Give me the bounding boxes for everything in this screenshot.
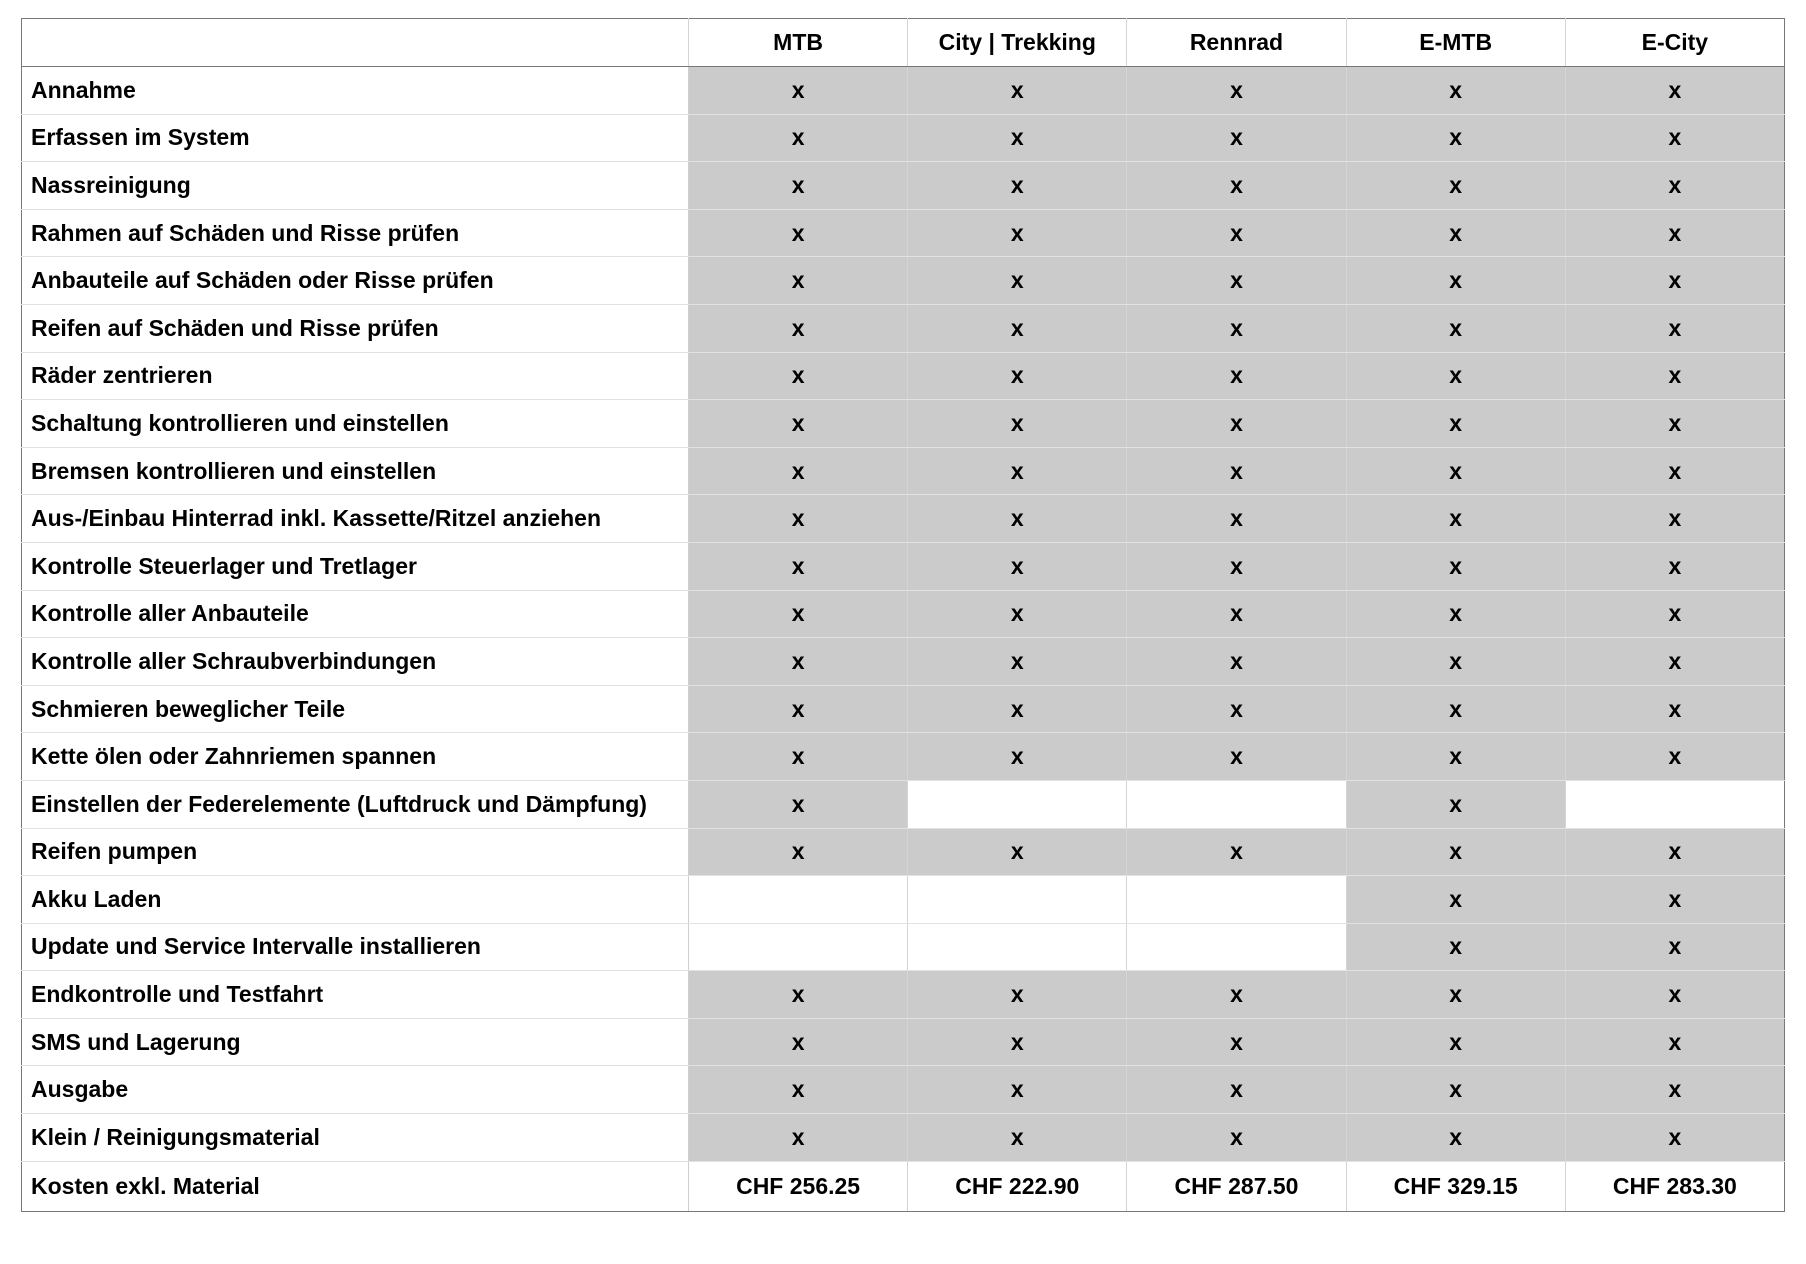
included-cell: x xyxy=(1346,257,1565,305)
row-label: Kette ölen oder Zahnriemen spannen xyxy=(22,733,689,781)
included-cell: x xyxy=(689,209,908,257)
column-header: E-MTB xyxy=(1346,19,1565,67)
row-label: Update und Service Intervalle installieren xyxy=(22,923,689,971)
cost-label: Kosten exkl. Material xyxy=(22,1161,689,1211)
included-cell: x xyxy=(1565,257,1784,305)
cost-row xyxy=(22,1161,1785,1211)
included-cell: x xyxy=(689,67,908,115)
included-cell: x xyxy=(689,638,908,686)
included-cell: x xyxy=(1565,876,1784,924)
included-cell: x xyxy=(1346,495,1565,543)
included-cell: x xyxy=(1127,685,1346,733)
empty-cell xyxy=(1127,923,1346,971)
included-cell: x xyxy=(1565,1018,1784,1066)
column-header: MTB xyxy=(689,19,908,67)
included-cell: x xyxy=(908,114,1127,162)
included-cell: x xyxy=(1127,1018,1346,1066)
table-row xyxy=(22,304,1785,352)
included-cell: x xyxy=(689,685,908,733)
table-row xyxy=(22,780,1785,828)
included-cell: x xyxy=(1346,828,1565,876)
included-cell: x xyxy=(1346,542,1565,590)
included-cell: x xyxy=(1127,209,1346,257)
included-cell: x xyxy=(1346,352,1565,400)
included-cell: x xyxy=(689,542,908,590)
included-cell: x xyxy=(689,257,908,305)
row-label: Schmieren beweglicher Teile xyxy=(22,685,689,733)
included-cell: x xyxy=(1565,209,1784,257)
included-cell: x xyxy=(1565,447,1784,495)
included-cell: x xyxy=(1127,542,1346,590)
included-cell: x xyxy=(1127,352,1346,400)
row-label: Räder zentrieren xyxy=(22,352,689,400)
included-cell: x xyxy=(689,1066,908,1114)
included-cell: x xyxy=(1565,542,1784,590)
included-cell: x xyxy=(689,780,908,828)
row-label: Klein / Reinigungsmaterial xyxy=(22,1114,689,1162)
included-cell: x xyxy=(1346,638,1565,686)
cost-value: CHF 287.50 xyxy=(1127,1161,1346,1211)
table-row xyxy=(22,495,1785,543)
included-cell: x xyxy=(689,400,908,448)
included-cell: x xyxy=(1565,638,1784,686)
included-cell: x xyxy=(1565,923,1784,971)
table-row xyxy=(22,1114,1785,1162)
included-cell: x xyxy=(1565,590,1784,638)
included-cell: x xyxy=(1127,1114,1346,1162)
table-row xyxy=(22,971,1785,1019)
included-cell: x xyxy=(1346,733,1565,781)
included-cell: x xyxy=(1346,209,1565,257)
included-cell: x xyxy=(1565,685,1784,733)
included-cell: x xyxy=(689,971,908,1019)
included-cell: x xyxy=(689,304,908,352)
included-cell: x xyxy=(1127,971,1346,1019)
table-row xyxy=(22,209,1785,257)
included-cell: x xyxy=(1127,257,1346,305)
included-cell: x xyxy=(1346,114,1565,162)
included-cell: x xyxy=(689,1018,908,1066)
row-label: Einstellen der Federelemente (Luftdruck und Dämpfung) xyxy=(22,780,689,828)
included-cell: x xyxy=(1127,638,1346,686)
included-cell: x xyxy=(1127,400,1346,448)
service-comparison-table xyxy=(21,18,1785,1212)
table-row xyxy=(22,590,1785,638)
row-label: Kontrolle Steuerlager und Tretlager xyxy=(22,542,689,590)
column-header: City | Trekking xyxy=(908,19,1127,67)
empty-cell xyxy=(1565,780,1784,828)
table-row xyxy=(22,1018,1785,1066)
table-row xyxy=(22,67,1785,115)
included-cell: x xyxy=(1127,495,1346,543)
included-cell: x xyxy=(1565,1114,1784,1162)
included-cell: x xyxy=(908,257,1127,305)
header-row xyxy=(22,19,1785,67)
included-cell: x xyxy=(908,828,1127,876)
included-cell: x xyxy=(1346,923,1565,971)
included-cell: x xyxy=(908,162,1127,210)
included-cell: x xyxy=(1346,876,1565,924)
included-cell: x xyxy=(1565,352,1784,400)
included-cell: x xyxy=(1127,114,1346,162)
included-cell: x xyxy=(1127,67,1346,115)
included-cell: x xyxy=(1127,590,1346,638)
included-cell: x xyxy=(1565,114,1784,162)
row-label: Bremsen kontrollieren und einstellen xyxy=(22,447,689,495)
included-cell: x xyxy=(1127,447,1346,495)
included-cell: x xyxy=(689,733,908,781)
table-row xyxy=(22,923,1785,971)
table-row xyxy=(22,114,1785,162)
cost-value: CHF 256.25 xyxy=(689,1161,908,1211)
included-cell: x xyxy=(1346,780,1565,828)
table-body xyxy=(22,67,1785,1212)
included-cell: x xyxy=(1346,1114,1565,1162)
cost-value: CHF 329.15 xyxy=(1346,1161,1565,1211)
included-cell: x xyxy=(689,352,908,400)
included-cell: x xyxy=(1346,162,1565,210)
row-label: Ausgabe xyxy=(22,1066,689,1114)
included-cell: x xyxy=(908,352,1127,400)
included-cell: x xyxy=(1565,971,1784,1019)
row-label: Schaltung kontrollieren und einstellen xyxy=(22,400,689,448)
table-row xyxy=(22,733,1785,781)
table-row xyxy=(22,352,1785,400)
row-label: Kontrolle aller Anbauteile xyxy=(22,590,689,638)
included-cell: x xyxy=(1346,304,1565,352)
table-row xyxy=(22,400,1785,448)
row-label: Reifen auf Schäden und Risse prüfen xyxy=(22,304,689,352)
included-cell: x xyxy=(689,828,908,876)
row-label: Erfassen im System xyxy=(22,114,689,162)
table-row xyxy=(22,685,1785,733)
header-corner xyxy=(22,19,689,67)
included-cell: x xyxy=(1565,828,1784,876)
included-cell: x xyxy=(1127,828,1346,876)
empty-cell xyxy=(908,923,1127,971)
included-cell: x xyxy=(908,542,1127,590)
table-row xyxy=(22,447,1785,495)
row-label: SMS und Lagerung xyxy=(22,1018,689,1066)
row-label: Kontrolle aller Schraubverbindungen xyxy=(22,638,689,686)
included-cell: x xyxy=(1346,590,1565,638)
included-cell: x xyxy=(1346,1018,1565,1066)
included-cell: x xyxy=(1565,1066,1784,1114)
included-cell: x xyxy=(1127,1066,1346,1114)
row-label: Akku Laden xyxy=(22,876,689,924)
empty-cell xyxy=(689,876,908,924)
row-label: Nassreinigung xyxy=(22,162,689,210)
included-cell: x xyxy=(908,1114,1127,1162)
included-cell: x xyxy=(1346,971,1565,1019)
included-cell: x xyxy=(689,590,908,638)
table-row xyxy=(22,1066,1785,1114)
included-cell: x xyxy=(1565,400,1784,448)
cost-value: CHF 222.90 xyxy=(908,1161,1127,1211)
table-row xyxy=(22,542,1785,590)
included-cell: x xyxy=(908,1066,1127,1114)
included-cell: x xyxy=(689,447,908,495)
empty-cell xyxy=(1127,876,1346,924)
included-cell: x xyxy=(908,400,1127,448)
included-cell: x xyxy=(1565,304,1784,352)
included-cell: x xyxy=(1127,733,1346,781)
column-header: E-City xyxy=(1565,19,1784,67)
table-row xyxy=(22,162,1785,210)
empty-cell xyxy=(1127,780,1346,828)
table-row xyxy=(22,828,1785,876)
included-cell: x xyxy=(908,447,1127,495)
included-cell: x xyxy=(689,162,908,210)
included-cell: x xyxy=(1346,67,1565,115)
row-label: Reifen pumpen xyxy=(22,828,689,876)
row-label: Endkontrolle und Testfahrt xyxy=(22,971,689,1019)
table-row xyxy=(22,876,1785,924)
included-cell: x xyxy=(908,733,1127,781)
included-cell: x xyxy=(908,67,1127,115)
cost-value: CHF 283.30 xyxy=(1565,1161,1784,1211)
included-cell: x xyxy=(1565,162,1784,210)
included-cell: x xyxy=(1346,447,1565,495)
included-cell: x xyxy=(908,1018,1127,1066)
included-cell: x xyxy=(689,495,908,543)
included-cell: x xyxy=(908,971,1127,1019)
row-label: Aus-/Einbau Hinterrad inkl. Kassette/Ritzel anziehen xyxy=(22,495,689,543)
table-row xyxy=(22,257,1785,305)
included-cell: x xyxy=(1127,304,1346,352)
row-label: Anbauteile auf Schäden oder Risse prüfen xyxy=(22,257,689,305)
included-cell: x xyxy=(908,304,1127,352)
included-cell: x xyxy=(689,114,908,162)
empty-cell xyxy=(908,780,1127,828)
row-label: Annahme xyxy=(22,67,689,115)
included-cell: x xyxy=(908,590,1127,638)
included-cell: x xyxy=(689,1114,908,1162)
empty-cell xyxy=(908,876,1127,924)
included-cell: x xyxy=(1565,495,1784,543)
empty-cell xyxy=(689,923,908,971)
column-header: Rennrad xyxy=(1127,19,1346,67)
included-cell: x xyxy=(1565,733,1784,781)
included-cell: x xyxy=(1346,400,1565,448)
included-cell: x xyxy=(1346,1066,1565,1114)
included-cell: x xyxy=(908,638,1127,686)
included-cell: x xyxy=(1127,162,1346,210)
included-cell: x xyxy=(908,495,1127,543)
included-cell: x xyxy=(1565,67,1784,115)
included-cell: x xyxy=(1346,685,1565,733)
row-label: Rahmen auf Schäden und Risse prüfen xyxy=(22,209,689,257)
included-cell: x xyxy=(908,209,1127,257)
table-row xyxy=(22,638,1785,686)
included-cell: x xyxy=(908,685,1127,733)
